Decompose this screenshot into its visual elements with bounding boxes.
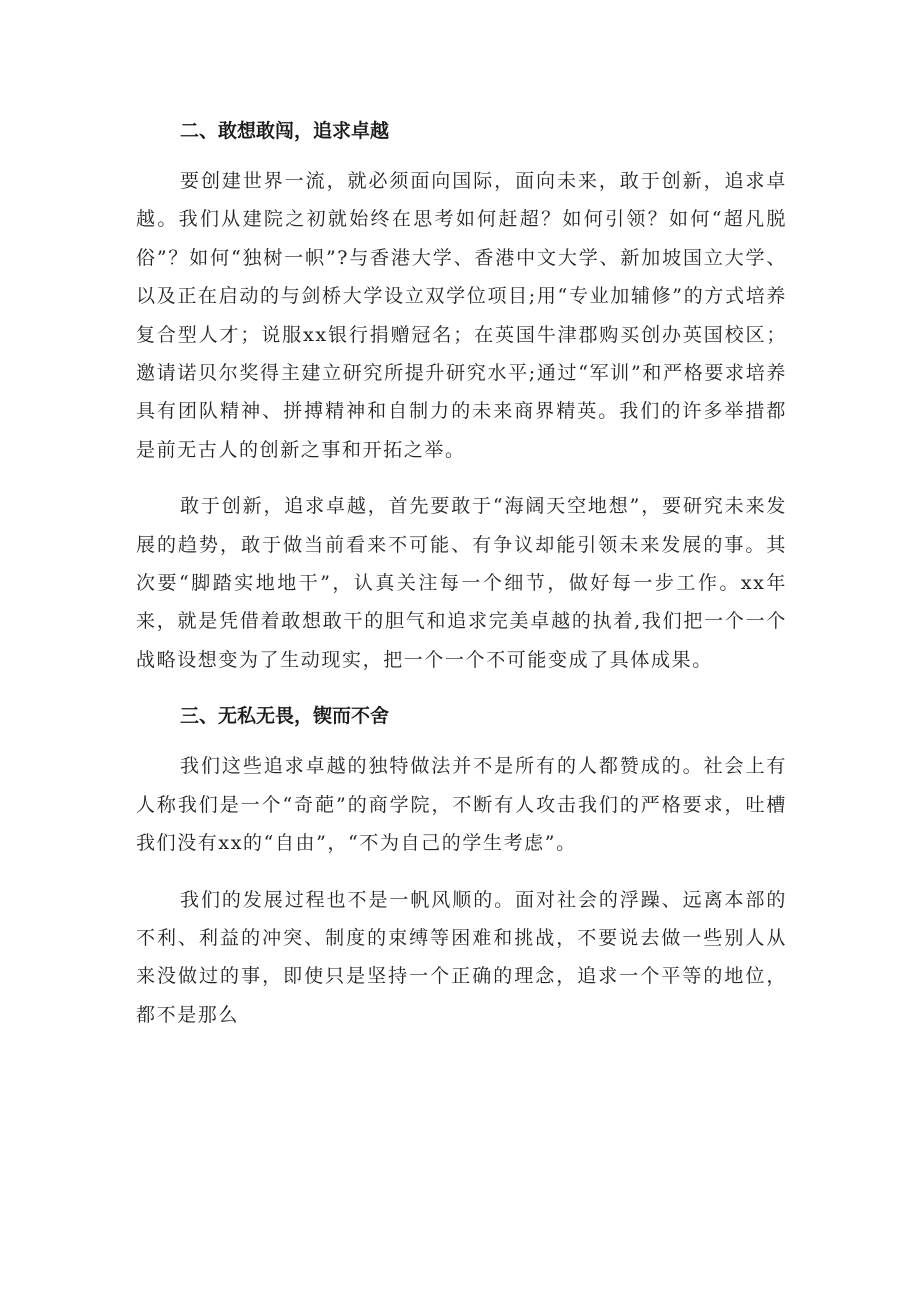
section-heading: 二、敢想敢闯，追求卓越 [180,120,390,142]
paragraph: 敢于创新，追求卓越，首先要敢于“海阔天空地想”，要研究未来发展的趋势，敢于做当前看来不可能、有争议却能引领未来发展的事。其次要“脚踏实地地干”，认真关注每一个细节，做好每一步工作。xx年来，就是凭借着敢想敢干的胆气和追求完美卓越的执着,我们把一个一个战略设想变为了生动现实，把一个一个不可能变成了具体成果。 [136,495,787,671]
section-heading: 三、无私无畏，锲而不舍 [180,705,390,728]
paragraph: 我们这些追求卓越的独特做法并不是所有的人都赞成的。社会上有人称我们是一个“奇葩”的商学院，不断有人攻击我们的严格要求，吐槽我们没有xx的“自由”，“不为自己的学生考虑”。 [136,755,787,855]
paragraph: 要创建世界一流，就必须面向国际，面向未来，敢于创新，追求卓越。我们从建院之初就始终在思考如何赶超？如何引领？如何“超凡脱俗”？如何“独树一帜”?与香港大学、香港中文大学、新加坡国立大学、以及正在启动的与剑桥大学设立双学位项目;用“专业加辅修”的方式培养复合型人才；说服xx银行捐赠冠名；在英国牛津郡购买创办英国校区；邀请诺贝尔奖得主建立研究所提升研究水平;通过“军训”和严格要求培养具有团队精神、拼搏精神和自制力的未来商界精英。我们的许多举措都是前无古人的创新之事和开拓之举。 [136,170,787,461]
paragraph: 我们的发展过程也不是一帆风顺的。面对社会的浮躁、远离本部的不利、利益的冲突、制度的束缚等困难和挑战，不要说去做一些别人从来没做过的事，即使只是坚持一个正确的理念，追求一个平等的地位，都不是那么 [136,888,787,1026]
document-page [136,112,787,1034]
